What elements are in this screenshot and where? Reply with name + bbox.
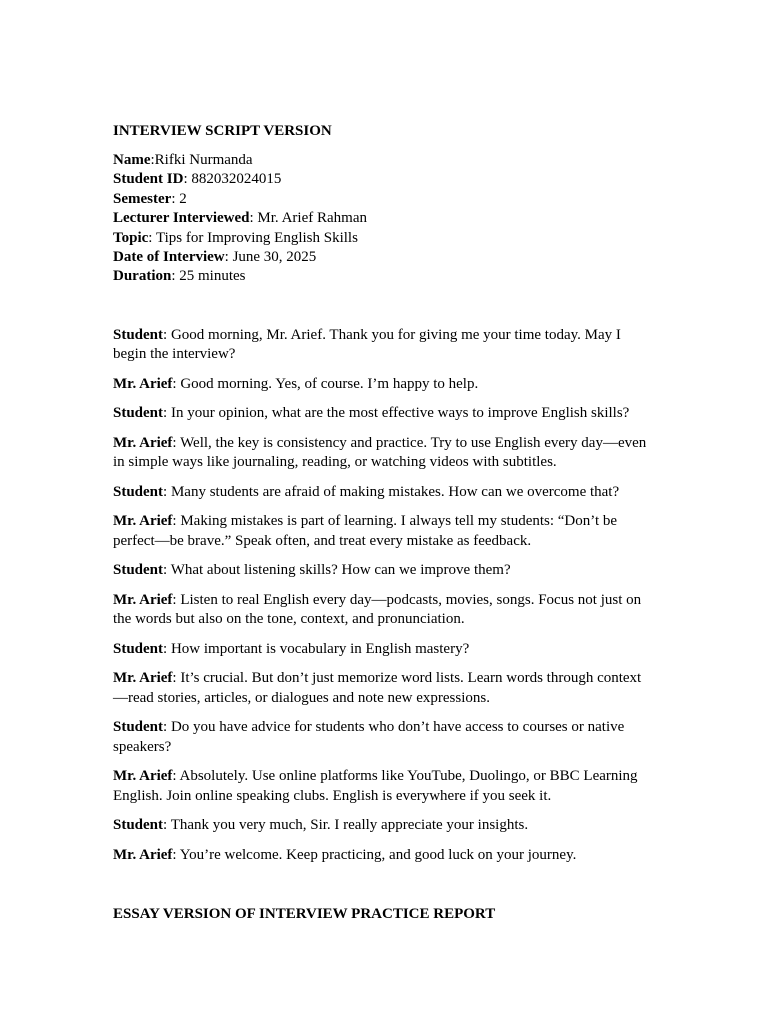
meta-label: Semester (113, 190, 172, 207)
meta-label: Lecturer Interviewed (113, 210, 250, 227)
meta-line-topic (113, 229, 653, 248)
turn-text: How important is vocabulary in English mastery? (170, 640, 470, 657)
turn-text: Do you have advice for students who don’t have access to courses or native speakers? (113, 719, 625, 755)
meta-value: Mr. Arief Rahman (257, 210, 367, 227)
turn-text: It’s crucial. But don’t just memorize word lists. Learn words through context—read stories, articles, or dialogues and note new expressions. (113, 670, 642, 706)
turn-text: Listen to real English every day—podcasts, movies, songs. Focus not just on the words but also on the tone, context, and pronunciation. (113, 591, 642, 628)
meta-label: Name (113, 152, 151, 168)
meta-separator: : (249, 210, 258, 227)
meta-separator: : (224, 249, 233, 266)
dialogue-turn: Student: In your opinion, what are the most effective ways to improve English skills? (113, 405, 630, 422)
meta-line-name (113, 151, 653, 170)
meta-label: Student ID (113, 171, 184, 188)
meta-separator: : (150, 152, 155, 168)
student-info-block (113, 151, 653, 287)
speaker-name: Student (113, 719, 164, 736)
meta-line-lecturer (113, 209, 653, 228)
dialogue-turn: Mr. Arief: Absolutely. Use online platforms like YouTube, Duolingo, or BBC Learning English. Join online speaking clubs. English is everywhere if you seek it. (113, 768, 638, 804)
meta-value: 2 (179, 190, 187, 207)
meta-label: Date of Interview (113, 249, 225, 266)
speaker-name: Mr. Arief (113, 375, 173, 392)
turn-text: What about listening skills? How can we improve them? (170, 562, 511, 579)
meta-label: Topic (113, 229, 149, 246)
dialogue-turn: Mr. Arief: Good morning. Yes, of course. I’m happy to help. (113, 375, 479, 392)
meta-separator: : (171, 190, 180, 207)
dialogue-turn: Student: Good morning, Mr. Arief. Thank you for giving me your time today. May I begin the interview? (113, 326, 621, 363)
speaker-name: Mr. Arief (113, 846, 173, 863)
speaker-name: Student (113, 817, 164, 834)
speaker-name: Mr. Arief (113, 670, 173, 687)
speaker-name: Student (113, 640, 164, 657)
speaker-name: Mr. Arief (113, 434, 173, 451)
dialogue-turn: Student: What about listening skills? How can we improve them? (113, 562, 511, 579)
dialogue-turn: Mr. Arief: Making mistakes is part of learning. I always tell my students: “Don’t be perfect—be brave.” Speak often, and treat every mistake as feedback. (113, 513, 618, 549)
speaker-name: Mr. Arief (113, 513, 173, 530)
interview-dialogue (113, 326, 653, 866)
turn-text: Many students are afraid of making mistakes. How can we overcome that? (170, 483, 620, 500)
meta-value: 882032024015 (191, 171, 282, 188)
dialogue-turn: Student: Many students are afraid of making mistakes. How can we overcome that? (113, 483, 620, 500)
dialogue-turn: Student: Do you have advice for students who don’t have access to courses or native speakers? (113, 719, 625, 755)
meta-line-duration (113, 267, 653, 286)
speaker-name: Student (113, 405, 164, 422)
meta-separator: : (183, 171, 192, 188)
turn-text: Making mistakes is part of learning. I always tell my students: “Don’t be perfect—be brave.” Speak often, and treat every mistake as feedback. (113, 513, 618, 549)
dialogue-turn: Student: How important is vocabulary in English mastery? (113, 640, 470, 657)
meta-value: Tips for Improving English Skills (155, 229, 358, 246)
dialogue-turn: Mr. Arief: Listen to real English every day—podcasts, movies, songs. Focus not just on the words but also on the tone, context, and pronunciation. (113, 591, 642, 628)
turn-text: In your opinion, what are the most effective ways to improve English skills? (170, 405, 630, 422)
turn-text: Well, the key is consistency and practice. Try to use English every day—even in simple ways like journaling, reading, or watching videos with subtitles. (113, 434, 647, 471)
meta-line-date (113, 248, 653, 267)
meta-line-semester (113, 190, 653, 209)
speaker-name: Mr. Arief (113, 768, 173, 785)
turn-text: Good morning, Mr. Arief. Thank you for giving me your time today. May I begin the interview? (113, 326, 621, 363)
dialogue-turn: Student: Thank you very much, Sir. I really appreciate your insights. (113, 817, 529, 834)
dialogue-turn: Mr. Arief: Well, the key is consistency and practice. Try to use English every day—even in simple ways like journaling, reading, or watching videos with subtitles. (113, 434, 647, 471)
document-body (113, 121, 653, 924)
meta-value: June 30, 2025 (232, 249, 317, 266)
meta-value: Rifki Nurmanda (154, 152, 253, 168)
speaker-name: Student (113, 326, 164, 343)
speaker-name: Mr. Arief (113, 591, 173, 608)
turn-text: Thank you very much, Sir. I really appreciate your insights. (170, 817, 529, 834)
turn-text: Absolutely. Use online platforms like YouTube, Duolingo, or BBC Learning English. Join online speaking clubs. English is everywhere if you seek it. (113, 768, 638, 804)
essay-section-title: ESSAY VERSION OF INTERVIEW PRACTICE REPORT (113, 906, 496, 923)
dialogue-turn: Mr. Arief: You’re welcome. Keep practicing, and good luck on your journey. (113, 846, 577, 863)
document-title: INTERVIEW SCRIPT VERSION (113, 123, 332, 139)
turn-text: You’re welcome. Keep practicing, and good luck on your journey. (179, 846, 577, 863)
speaker-name: Student (113, 483, 164, 500)
turn-text: Good morning. Yes, of course. I’m happy to help. (180, 375, 479, 392)
speaker-name: Student (113, 562, 164, 579)
meta-separator: : (171, 268, 180, 285)
meta-value: 25 minutes (179, 268, 246, 285)
meta-line-student-id (113, 170, 653, 189)
meta-separator: : (148, 229, 156, 246)
dialogue-turn: Mr. Arief: It’s crucial. But don’t just memorize word lists. Learn words through context—read stories, articles, or dialogues and note new expressions. (113, 670, 642, 706)
meta-label: Duration (113, 268, 172, 285)
